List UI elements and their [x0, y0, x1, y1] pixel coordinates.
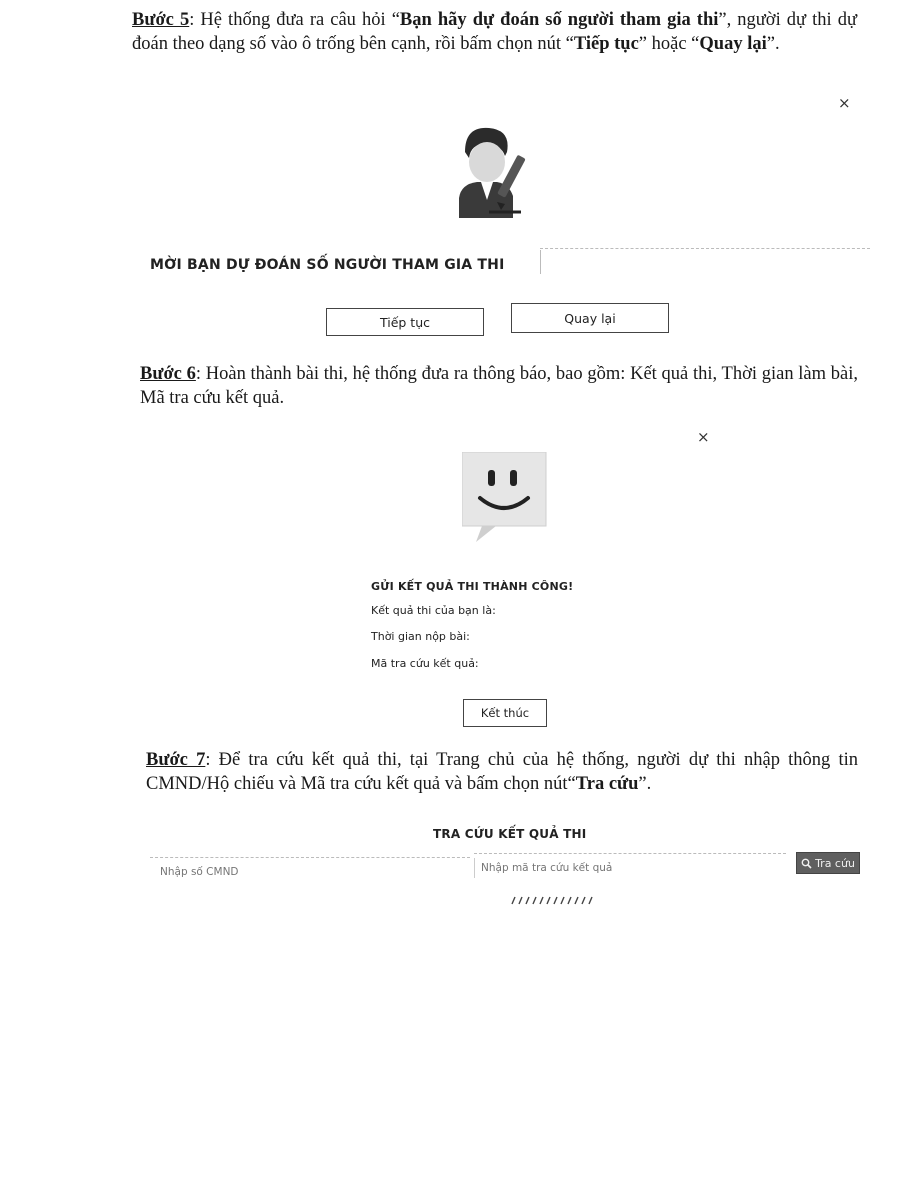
- search-icon: [801, 858, 812, 869]
- step6-label: Bước 6: [140, 364, 196, 384]
- submit-time-label: Thời gian nộp bài:: [371, 630, 470, 643]
- lookup-code-label: Mã tra cứu kết quả:: [371, 657, 479, 670]
- predict-prompt: MỜI BẠN DỰ ĐOÁN SỐ NGƯỜI THAM GIA THI: [150, 257, 505, 273]
- user-writing-icon: [455, 122, 535, 218]
- step7-paragraph: [146, 748, 858, 796]
- lookup-title: TRA CỨU KẾT QUẢ THI: [433, 827, 587, 841]
- search-button[interactable]: [796, 852, 860, 874]
- continue-button[interactable]: Tiếp tục: [326, 308, 484, 336]
- step6-text: : Hoàn thành bài thi, hệ thống đưa ra thông báo, bao gồm: Kết quả thi, Thời gian làm bài, Mã tra cứu kết quả.: [140, 364, 858, 408]
- lookup-code-input[interactable]: [474, 858, 787, 878]
- predict-number-input[interactable]: [540, 250, 865, 274]
- code-input-top-border: [474, 853, 786, 854]
- step7-search-word: Tra cứu: [575, 774, 639, 794]
- step5-question: Bạn hãy dự đoán số người tham gia thi: [399, 10, 719, 30]
- step5-continue-word: Tiếp tục: [573, 34, 639, 54]
- id-number-input[interactable]: [150, 862, 480, 882]
- step5-paragraph: [132, 8, 857, 56]
- step7-text-end: ”.: [638, 774, 652, 794]
- close-icon[interactable]: ×: [697, 428, 710, 446]
- result-title: GỬI KẾT QUẢ THI THÀNH CÔNG!: [371, 580, 574, 593]
- predict-input-border: [540, 248, 870, 249]
- loading-indicator: [508, 894, 600, 906]
- close-icon[interactable]: ×: [838, 94, 851, 112]
- smiley-chat-icon: [462, 452, 550, 542]
- result-label: Kết quả thi của bạn là:: [371, 604, 496, 617]
- step5-label: Bước 5: [132, 10, 190, 30]
- step6-paragraph: [140, 362, 858, 410]
- id-input-top-border: [150, 857, 470, 858]
- step5-text-or: ” hoặc “: [638, 34, 700, 54]
- back-button[interactable]: Quay lại: [511, 303, 669, 333]
- step5-back-word: Quay lại: [699, 34, 767, 54]
- step5-text-mid: ”, người dự thi dự đoán theo dạng số vào ô trống bên cạnh, rồi bấm chọn nút “: [132, 10, 858, 54]
- step7-text-before: : Để tra cứu kết quả thi, tại Trang chủ của hệ thống, người dự thi nhập thông tin CMND/Hộ chiếu và Mã tra cứu kết quả và bấm chọn nút“: [146, 750, 858, 794]
- step5-text-before: : Hệ thống đưa ra câu hỏi “: [189, 10, 400, 30]
- step7-label: Bước 7: [146, 750, 206, 770]
- search-button-label: Tra cứu: [815, 856, 855, 870]
- step5-text-end: ”.: [766, 34, 780, 54]
- finish-button[interactable]: Kết thúc: [463, 699, 547, 727]
